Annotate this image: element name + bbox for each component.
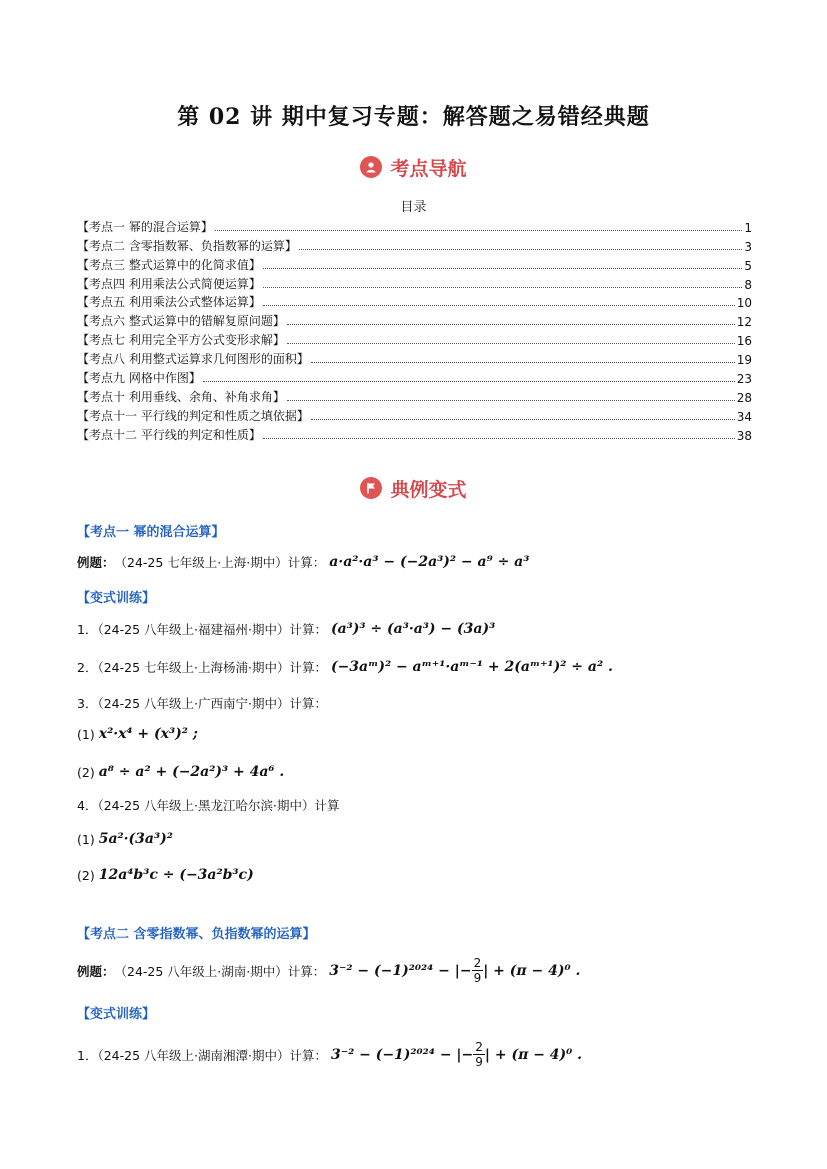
toc-entry-label: 【考点十二 平行线的判定和性质】	[77, 427, 261, 442]
fraction	[473, 1040, 485, 1069]
toc-page-number: 8	[744, 277, 752, 292]
toc-page-number: 16	[736, 334, 752, 349]
toc-page-number: 38	[736, 428, 752, 443]
toc-leader	[287, 400, 735, 401]
q4-text: 4．（24-25 八年级上·黑龙江哈尔滨·期中）计算	[77, 798, 340, 813]
toc-leader	[203, 381, 735, 382]
q1-text: 1．（24-25 八年级上·福建福州·期中）计算：	[77, 622, 327, 637]
kd1-heading: 【考点一 幂的混合运算】	[77, 525, 225, 540]
fraction-denominator: 9	[475, 1055, 483, 1069]
toc-entry-label: 【考点一 幂的混合运算】	[77, 219, 213, 234]
q1-text: 1．（24-25 八年级上·湖南湘潭·期中）计算：	[77, 1047, 327, 1063]
toc-entry[interactable]	[77, 424, 752, 443]
fraction-denominator: 9	[473, 971, 482, 985]
kd1-q4-1	[77, 831, 173, 847]
kd2-example	[77, 956, 580, 985]
q4-1-no: (1)	[77, 831, 95, 847]
toc-leader	[263, 287, 743, 288]
toc-page-number: 3	[744, 239, 752, 254]
kd1-q3	[77, 694, 327, 712]
kd2-practice: 【变式训练】	[77, 1007, 156, 1022]
toc-page-number: 34	[736, 409, 752, 424]
nav-heading-label: 考点导航	[390, 157, 467, 180]
toc-entry[interactable]	[77, 386, 752, 405]
example-lead: 例题：	[77, 963, 115, 979]
toc-page-number: 23	[736, 372, 752, 387]
example-math: a·a²·a³ − (−2a³)² − a⁹ ÷ a³	[329, 554, 530, 570]
user-icon	[360, 156, 382, 178]
fraction	[472, 956, 484, 985]
q3-2-math: a⁸ ÷ a² + (−2a²)³ + 4a⁶ .	[98, 764, 285, 780]
fraction-numerator: 2	[475, 1040, 483, 1054]
toc-entry[interactable]	[77, 254, 752, 273]
example-lead: 例题：	[77, 555, 115, 570]
toc-entry[interactable]	[77, 367, 752, 386]
toc-leader	[263, 268, 743, 269]
q2-math: (−3aᵐ)² − aᵐ⁺¹·aᵐ⁻¹ + 2(aᵐ⁺¹)² ÷ a² .	[330, 659, 613, 675]
q4-2-math: 12a⁴b³c ÷ (−3a²b³c)	[98, 867, 254, 883]
toc-entry[interactable]	[77, 329, 752, 348]
toc-leader	[263, 305, 735, 306]
toc-page-number: 1	[744, 220, 752, 235]
kd1-q4-2	[77, 867, 254, 883]
q3-text: 3．（24-25 八年级上·广西南宁·期中）计算：	[77, 696, 327, 711]
toc-entry-label: 【考点十一 平行线的判定和性质之填依据】	[77, 408, 309, 423]
q2-text: 2．（24-25 七年级上·上海杨浦·期中）计算：	[77, 660, 327, 675]
q3-2-no: (2)	[77, 764, 95, 780]
kd1-practice: 【变式训练】	[77, 591, 156, 606]
page-title: 第 02 讲 期中复习专题：解答题之易错经典题	[177, 104, 650, 130]
toc-title: 目录	[400, 200, 427, 215]
example-text: （24-25 七年级上·上海·期中）计算：	[114, 555, 326, 570]
table-of-contents	[77, 216, 752, 443]
toc-entry-label: 【考点十 利用垂线、余角、补角求角】	[77, 389, 285, 404]
toc-page-number: 19	[736, 353, 752, 368]
toc-entry[interactable]	[77, 216, 752, 235]
q1-math-pre: 3⁻² − (−1)²⁰²⁴ − |−	[330, 1046, 474, 1063]
toc-page-number: 28	[736, 390, 752, 405]
toc-entry-label: 【考点五 利用乘法公式整体运算】	[77, 295, 261, 310]
q1-math: (a³)³ ÷ (a³·a³) − (3a)³	[330, 621, 496, 637]
toc-entry[interactable]	[77, 310, 752, 329]
flag-icon	[360, 477, 382, 499]
kd1-q1	[77, 620, 495, 638]
toc-leader	[215, 230, 743, 231]
toc-entry[interactable]	[77, 235, 752, 254]
toc-entry[interactable]	[77, 292, 752, 311]
examples-heading-label: 典例变式	[390, 478, 467, 501]
toc-leader	[287, 324, 735, 325]
examples-heading	[0, 473, 827, 503]
toc-entry-label: 【考点六 整式运算中的错解复原问题】	[77, 314, 285, 329]
q1-math-post: | + (π − 4)⁰ .	[484, 1046, 583, 1063]
toc-entry-label: 【考点八 利用整式运算求几何图形的面积】	[77, 352, 309, 367]
kd1-q3-2	[77, 764, 284, 780]
toc-leader	[287, 343, 735, 344]
q3-1-no: (1)	[77, 726, 95, 742]
toc-page-number: 12	[736, 315, 752, 330]
kd2-heading: 【考点二 含零指数幂、负指数幂的运算】	[77, 927, 316, 942]
q3-1-math: x²·x⁴ + (x³)² ;	[98, 726, 198, 742]
toc-entry-label: 【考点四 利用乘法公式简便运算】	[77, 276, 261, 291]
toc-entry[interactable]	[77, 348, 752, 367]
toc-page-number: 5	[744, 258, 752, 273]
fraction-numerator: 2	[473, 956, 482, 970]
example-math-pre: 3⁻² − (−1)²⁰²⁴ − |−	[329, 962, 472, 979]
toc-entry-label: 【考点三 整式运算中的化简求值】	[77, 257, 261, 272]
toc-entry[interactable]	[77, 273, 752, 292]
kd2-q1	[77, 1040, 582, 1069]
kd1-q4	[77, 796, 339, 814]
q4-1-math: 5a²·(3a³)²	[98, 831, 173, 847]
toc-page-number: 10	[736, 296, 752, 311]
kd1-q3-1	[77, 726, 198, 742]
q4-2-no: (2)	[77, 867, 95, 883]
example-text: （24-25 八年级上·湖南·期中）计算：	[114, 963, 326, 979]
toc-leader	[311, 362, 735, 363]
toc-entry[interactable]	[77, 405, 752, 424]
toc-entry-label: 【考点二 含零指数幂、负指数幂的运算】	[77, 238, 297, 253]
toc-entry-label: 【考点九 网格中作图】	[77, 371, 201, 386]
nav-heading	[0, 152, 827, 182]
toc-leader	[263, 438, 735, 439]
kd1-q2	[77, 658, 613, 676]
example-math-post: | + (π − 4)⁰ .	[483, 962, 581, 979]
kd1-example	[77, 553, 529, 571]
toc-leader	[311, 419, 735, 420]
toc-entry-label: 【考点七 利用完全平方公式变形求解】	[77, 333, 285, 348]
toc-leader	[299, 249, 743, 250]
